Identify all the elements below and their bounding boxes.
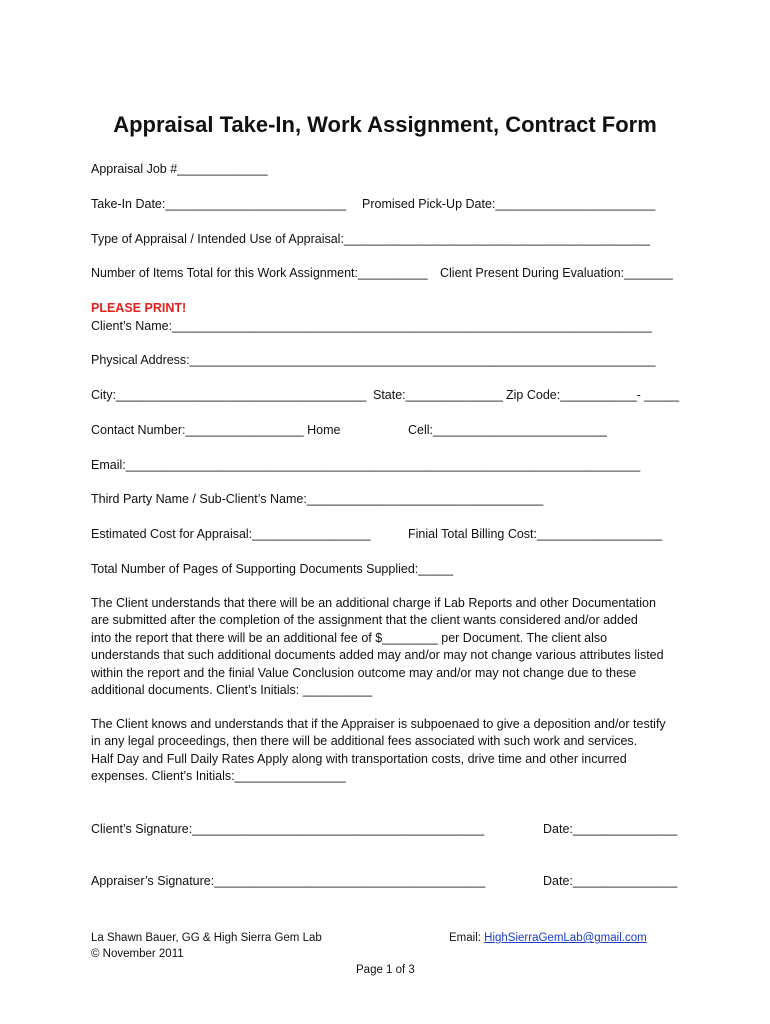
items-total-field[interactable]: Number of Items Total for this Work Assignment:__________ [91, 266, 428, 280]
take-in-date-field[interactable]: Take-In Date:__________________________ [91, 197, 347, 211]
client-date-field[interactable]: Date:_______________ [543, 822, 678, 836]
third-party-name-field[interactable]: Third Party Name / Sub-Client’s Name:__________________________________ [91, 492, 544, 506]
footer-author: La Shawn Bauer, GG & High Sierra Gem Lab [91, 932, 322, 944]
footer-email-label: Email: [449, 932, 485, 944]
appraisal-job-field[interactable]: Appraisal Job #_____________ [91, 162, 268, 176]
lab-reports-paragraph: The Client understands that there will be an additional charge if Lab Reports and other Documentation are submitted after the completion of the assignment that the client wants considered and/or added into the report that there will be an additional fee of $________ per Document. The client also understands that such additional documents added may and/or may not change various attributes listed within the report and the finial Value Conclusion outcome may and/or may not change due to these additional documents. Client’s Initials: __________ [91, 596, 664, 698]
footer-copyright: © November 2011 [91, 948, 184, 960]
pickup-date-field[interactable]: Promised Pick-Up Date:_______________________ [362, 197, 656, 211]
city-field[interactable]: City:____________________________________ [91, 388, 367, 402]
appraiser-signature-field[interactable]: Appraiser’s Signature:_______________________________________ [91, 874, 486, 888]
contact-number-field[interactable]: Contact Number:_________________ Home [91, 423, 341, 437]
subpoena-paragraph: The Client knows and understands that if the Appraiser is subpoenaed to give a deposition and/or testify in any legal proceedings, then there will be additional fees associated with such work and services. Half Day and Full Daily Rates Apply along with transportation costs, drive time and other incurred expenses. Client’s Initials:________________ [91, 717, 666, 784]
email-field[interactable]: Email:__________________________________________________________________________ [91, 458, 641, 472]
appraisal-type-field[interactable]: Type of Appraisal / Intended Use of Appraisal:____________________________________________ [91, 232, 650, 246]
client-name-field[interactable]: Client’s Name:_____________________________________________________________________ [91, 319, 652, 333]
please-print-notice: PLEASE PRINT! [91, 301, 187, 315]
final-billing-cost-field[interactable]: Finial Total Billing Cost:__________________ [408, 527, 663, 541]
appraiser-date-field[interactable]: Date:_______________ [543, 874, 678, 888]
zip-code-field[interactable]: Zip Code:___________- _____ [506, 388, 680, 402]
estimated-cost-field[interactable]: Estimated Cost for Appraisal:_________________ [91, 527, 371, 541]
cell-field[interactable]: Cell:_________________________ [408, 423, 607, 437]
client-present-field[interactable]: Client Present During Evaluation:_______ [440, 266, 673, 280]
state-field[interactable]: State:______________ [373, 388, 503, 402]
page-number: Page 1 of 3 [356, 964, 415, 976]
physical-address-field[interactable]: Physical Address:___________________________________________________________________ [91, 353, 656, 367]
page-title: Appraisal Take-In, Work Assignment, Contract Form [113, 112, 657, 137]
client-signature-field[interactable]: Client’s Signature:__________________________________________ [91, 822, 485, 836]
supporting-pages-field[interactable]: Total Number of Pages of Supporting Documents Supplied:_____ [91, 562, 454, 576]
footer-email [449, 930, 647, 946]
footer-email-link[interactable]: HighSierraGemLab@gmail.com [484, 932, 647, 944]
